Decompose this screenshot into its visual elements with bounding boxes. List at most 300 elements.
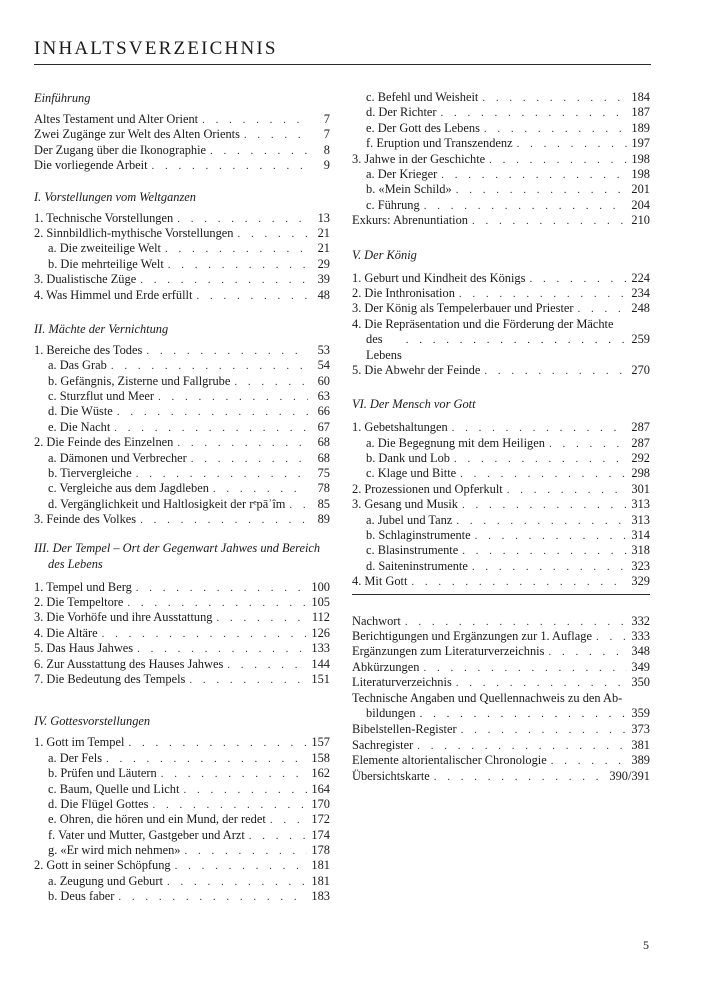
leader-dots [158, 390, 308, 405]
leader-dots [405, 615, 628, 630]
entry-page: 158 [311, 750, 330, 765]
leader-dots [484, 122, 628, 137]
entry-page: 85 [317, 496, 330, 511]
section-vernichtung [34, 321, 330, 528]
leader-dots [456, 676, 628, 691]
entry-page: 13 [317, 210, 330, 225]
toc-entry[interactable] [34, 735, 330, 750]
toc-entry[interactable] [352, 105, 650, 120]
leader-dots [456, 183, 628, 198]
entry-label: a. Das Grab [48, 358, 107, 373]
toc-entry[interactable] [34, 343, 330, 358]
entry-label: 2. Die Tempeltore [34, 594, 124, 609]
entry-page: 318 [631, 543, 650, 558]
toc-right-column [352, 90, 650, 784]
entry-label: a. Der Fels [48, 750, 103, 765]
entry-page: 21 [317, 225, 330, 240]
toc-entry[interactable] [34, 226, 330, 241]
entry-page: 164 [311, 781, 330, 796]
entry-page: 197 [631, 136, 650, 151]
toc-entry[interactable] [34, 404, 330, 419]
leader-dots [578, 302, 628, 317]
toc-entry[interactable] [34, 782, 330, 797]
leader-dots [417, 739, 627, 754]
leader-dots [289, 498, 308, 513]
leader-dots [459, 287, 628, 302]
entry-page: 112 [311, 610, 330, 625]
entry-page: 301 [631, 481, 650, 496]
entry-page: 105 [311, 594, 330, 609]
leader-dots [184, 844, 307, 859]
toc-entry[interactable] [352, 753, 650, 768]
leader-dots [136, 467, 308, 482]
entry-label: 1. Geburt und Kindheit des Königs [352, 270, 526, 285]
leader-dots [128, 736, 307, 751]
entry-label: d. Die Flügel Gottes [48, 796, 149, 811]
toc-entry[interactable] [34, 272, 330, 287]
toc-entry[interactable] [352, 629, 650, 644]
entry-label: a. Dämonen und Verbrecher [48, 450, 187, 465]
entry-label: d. Der Richter [366, 105, 437, 120]
entry-page: 298 [631, 466, 650, 481]
toc-entry[interactable] [352, 436, 650, 451]
leader-dots [137, 642, 307, 657]
entry-page: 7 [323, 112, 330, 126]
leader-dots [452, 421, 628, 436]
leader-dots [234, 375, 308, 390]
leader-dots [441, 168, 627, 183]
entry-page: 172 [311, 812, 330, 827]
leader-dots [165, 242, 308, 257]
entry-label: 2. Prozessionen und Opferkult [352, 481, 503, 496]
leader-dots [472, 560, 628, 575]
entry-page: 333 [631, 628, 650, 643]
entry-label: Die vorliegende Arbeit [34, 158, 148, 173]
toc-entry[interactable] [34, 466, 330, 481]
toc-entry[interactable] [352, 136, 650, 151]
leader-dots [140, 513, 308, 528]
toc-entry[interactable] [352, 317, 650, 363]
leader-dots [270, 813, 308, 828]
leader-dots [117, 405, 308, 420]
toc-entry[interactable] [352, 182, 650, 197]
toc-entry[interactable] [34, 626, 330, 641]
entry-label: e. Der Gott des Lebens [366, 120, 480, 135]
toc-entry[interactable] [34, 158, 330, 173]
toc-entry[interactable] [352, 363, 650, 378]
toc-entry[interactable] [352, 301, 650, 316]
entry-page: 292 [631, 451, 650, 466]
toc-entry[interactable] [352, 466, 650, 481]
page-number: 5 [643, 938, 649, 952]
section-mensch [352, 396, 650, 589]
entry-page: 313 [631, 497, 650, 512]
entry-page: 178 [311, 843, 330, 858]
entry-label: Der Zugang über die Ikonographie [34, 142, 207, 157]
entry-page: 323 [631, 558, 650, 573]
entry-label: 1. Bereiche des Todes [34, 342, 143, 357]
entry-page: 9 [323, 158, 330, 173]
entry-page: 248 [631, 301, 650, 316]
leader-dots [227, 658, 307, 673]
entry-label: 1. Technische Vorstellungen [34, 210, 174, 225]
leader-dots [549, 437, 627, 452]
toc-entry[interactable] [34, 257, 330, 272]
entry-label: 2. Die Feinde des Einzelnen [34, 435, 174, 450]
entry-page: 224 [631, 270, 650, 285]
section-title [34, 540, 330, 572]
leader-dots [244, 128, 308, 143]
entry-page: 350 [631, 675, 650, 690]
entry-label: 1. Tempel und Berg [34, 579, 132, 594]
toc-entry[interactable] [352, 675, 650, 690]
leader-dots [484, 364, 627, 379]
toc-entry[interactable] [352, 152, 650, 167]
section-title: Einführung [34, 91, 91, 105]
entry-page: 313 [631, 512, 650, 527]
leader-dots [177, 436, 308, 451]
leader-dots [423, 661, 627, 676]
toc-entry[interactable] [34, 610, 330, 625]
toc-entry[interactable] [34, 812, 330, 827]
section-title: IV. Gottesvorstellungen [34, 714, 151, 729]
section-weltganzen [34, 189, 330, 303]
leader-dots [507, 483, 628, 498]
entry-label: 4. Die Altäre [34, 625, 98, 640]
leader-dots [202, 113, 308, 128]
toc-entry[interactable] [34, 241, 330, 256]
section-title: II. Mächte der Vernichtung [34, 321, 169, 336]
leader-dots [189, 673, 307, 688]
toc-entry[interactable] [352, 213, 650, 228]
toc-entry[interactable] [352, 722, 650, 737]
entry-page: 204 [631, 197, 650, 212]
leader-dots [136, 581, 308, 596]
toc-entry[interactable] [34, 580, 330, 595]
entry-label: d. Vergänglichkeit und Haltlosigkeit der rᵉpāʾîm [48, 496, 286, 511]
toc-entry[interactable] [34, 358, 330, 373]
entry-label: Abkürzungen [352, 659, 420, 674]
entry-page: 133 [311, 641, 330, 656]
toc-entry[interactable] [352, 451, 650, 466]
entry-page: 170 [311, 796, 330, 811]
leader-dots [152, 159, 308, 174]
entry-page: 234 [631, 285, 650, 300]
toc-entry[interactable] [352, 559, 650, 574]
leader-dots [238, 227, 308, 242]
toc-entry[interactable] [34, 435, 330, 450]
entry-label: g. «Er wird mich nehmen» [48, 843, 181, 858]
entry-page: 68 [317, 450, 330, 465]
section-anhang [352, 614, 650, 784]
toc-entry[interactable] [34, 751, 330, 766]
entry-label: 3. Die Vorhöfe und ihre Ausstattung [34, 610, 213, 625]
section-title: I. Vorstellungen vom Weltganzen [34, 189, 196, 204]
leader-dots [482, 91, 627, 106]
section-gott [34, 713, 330, 904]
toc-entry[interactable] [34, 828, 330, 843]
toc-entry[interactable] [34, 112, 330, 127]
toc-entry[interactable] [34, 420, 330, 435]
toc-entry[interactable] [352, 614, 650, 629]
entry-page: 66 [317, 404, 330, 419]
toc-entry[interactable] [352, 121, 650, 136]
entry-page: 349 [631, 659, 650, 674]
entry-page: 7 [323, 127, 330, 142]
leader-dots [153, 798, 308, 813]
entry-label: c. Klage und Bitte [366, 466, 457, 481]
leader-dots [140, 273, 308, 288]
entry-page: 210 [631, 213, 650, 228]
entry-page: 29 [317, 256, 330, 271]
entry-label: Literaturverzeichnis [352, 675, 452, 690]
entry-page: 162 [311, 766, 330, 781]
heading-rule [34, 64, 651, 65]
entry-page: 75 [317, 466, 330, 481]
entry-page: 144 [311, 656, 330, 671]
toc-entry[interactable] [34, 657, 330, 672]
entry-page: 151 [311, 671, 330, 686]
entry-page: 126 [311, 625, 330, 640]
entry-page: 187 [631, 105, 650, 120]
leader-dots [454, 452, 627, 467]
entry-label: f. Vater und Mutter, Gastgeber und Arzt [48, 827, 245, 842]
toc-entry[interactable] [34, 843, 330, 858]
leader-dots [114, 421, 308, 436]
toc-entry[interactable] [352, 574, 650, 589]
leader-dots [167, 875, 307, 890]
entry-page: 390/391 [609, 768, 650, 783]
entry-label: Übersichtskarte [352, 768, 430, 783]
entry-label: Altes Testament und Alter Orient [34, 112, 199, 126]
entry-label: 3. Jahwe in der Geschichte [352, 151, 486, 166]
leader-dots [168, 258, 308, 273]
leader-dots [548, 645, 627, 660]
leader-dots [411, 575, 627, 590]
toc-entry[interactable] [352, 286, 650, 301]
entry-page: 270 [631, 362, 650, 377]
section-einfuehrung [34, 90, 330, 174]
toc-entry[interactable] [34, 641, 330, 656]
entry-page: 181 [311, 873, 330, 888]
entry-label: 1. Gebetshaltungen [352, 420, 448, 435]
entry-label: Elemente altorientalischer Chronologie [352, 753, 547, 768]
leader-dots [424, 199, 628, 214]
entry-label: c. Baum, Quelle und Licht [48, 781, 180, 796]
toc-entry[interactable] [34, 512, 330, 527]
toc-entry[interactable] [352, 497, 650, 512]
leader-dots [434, 770, 606, 785]
entry-page: 67 [317, 419, 330, 434]
toc-entry[interactable] [352, 644, 650, 659]
section-title: VI. Der Mensch vor Gott [352, 397, 476, 412]
leader-dots [460, 467, 627, 482]
entry-label: b. «Mein Schild» [366, 182, 452, 197]
toc-entry[interactable] [352, 769, 650, 784]
entry-label: b. Die mehrteilige Welt [48, 256, 164, 271]
toc-entry[interactable] [34, 127, 330, 142]
entry-label: c. Blasinstrumente [366, 543, 459, 558]
toc-entry[interactable] [34, 211, 330, 226]
toc-entry[interactable] [352, 738, 650, 753]
toc-left-column [34, 80, 330, 905]
section-koenig [352, 247, 650, 379]
leader-dots [596, 630, 627, 645]
entry-page: 287 [631, 420, 650, 435]
toc-entry[interactable] [34, 672, 330, 687]
entry-page: 53 [317, 342, 330, 357]
toc-entry[interactable] [34, 497, 330, 512]
leader-dots [249, 829, 308, 844]
entry-page: 183 [311, 889, 330, 904]
leader-dots [118, 890, 307, 905]
entry-label: b. Gefängnis, Zisterne und Fallgrube [48, 373, 231, 388]
entry-label-cont: des Lebens [366, 332, 402, 362]
entry-label: c. Sturzflut und Meer [48, 389, 154, 404]
entry-label: c. Befehl und Weisheit [366, 90, 479, 104]
entry-page: 259 [631, 332, 650, 347]
toc-entry[interactable] [34, 858, 330, 873]
leader-dots [183, 783, 307, 798]
entry-label: 3. Feinde des Volkes [34, 512, 137, 527]
entry-label: Berichtigungen und Ergänzungen zur 1. Auflage [352, 628, 592, 643]
entry-page: 21 [317, 241, 330, 256]
toc-entry[interactable] [34, 389, 330, 404]
entry-page: 287 [631, 435, 650, 450]
leader-dots [175, 859, 308, 874]
entry-page: 100 [311, 579, 330, 594]
leader-dots [456, 514, 627, 529]
entry-page: 8 [323, 142, 330, 157]
toc-entry[interactable] [34, 766, 330, 781]
entry-page: 54 [317, 358, 330, 373]
leader-dots [111, 359, 308, 374]
entry-label: 2. Sinnbildlich-mythische Vorstellungen [34, 225, 234, 240]
leader-dots [161, 767, 308, 782]
entry-label: 7. Die Bedeutung des Tempels [34, 671, 186, 686]
toc-entry[interactable] [352, 513, 650, 528]
toc-entry[interactable] [34, 451, 330, 466]
entry-label: a. Der Krieger [366, 166, 438, 181]
entry-label: e. Die Nacht [48, 419, 111, 434]
leader-dots [102, 627, 308, 642]
entry-label: b. Deus faber [48, 889, 115, 904]
toc-entry[interactable] [352, 528, 650, 543]
entry-label: 3. Der König als Tempelerbauer und Priester [352, 301, 574, 316]
entry-label: Nachwort [352, 613, 401, 628]
leader-dots [191, 452, 308, 467]
leader-dots [472, 214, 627, 229]
entry-label: 2. Gott in seiner Schöpfung [34, 858, 171, 873]
toc-entry[interactable] [34, 797, 330, 812]
leader-dots [441, 106, 628, 121]
entry-page: 184 [631, 90, 650, 104]
toc-entry[interactable] [352, 420, 650, 435]
toc-entry[interactable] [352, 482, 650, 497]
leader-dots [146, 344, 308, 359]
entry-label: e. Ohren, die hören und ein Mund, der redet [48, 812, 266, 827]
entry-label: d. Die Wüste [48, 404, 113, 419]
leader-dots [217, 611, 308, 626]
toc-entry[interactable] [352, 691, 650, 723]
entry-label: 4. Was Himmel und Erde erfüllt [34, 287, 193, 302]
entry-page: 89 [317, 512, 330, 527]
entry-page: 314 [631, 528, 650, 543]
entry-label: c. Führung [366, 197, 420, 212]
entry-label: 3. Dualistische Züge [34, 272, 137, 287]
toc-entry[interactable] [34, 595, 330, 610]
toc-entry[interactable] [34, 143, 330, 158]
leader-dots [196, 289, 308, 304]
entry-page: 198 [631, 151, 650, 166]
entry-page: 332 [631, 613, 650, 628]
leader-dots [406, 333, 628, 348]
entry-page: 68 [317, 435, 330, 450]
toc-entry[interactable] [352, 198, 650, 213]
toc-entry[interactable] [352, 660, 650, 675]
entry-label: 6. Zur Ausstattung des Hauses Jahwes [34, 656, 224, 671]
entry-page: 348 [631, 644, 650, 659]
entry-page: 381 [631, 737, 650, 752]
toc-entry[interactable] [352, 543, 650, 558]
leader-dots [127, 596, 307, 611]
entry-label: 3. Gesang und Musik [352, 497, 459, 512]
entry-label: 5. Die Abwehr der Feinde [352, 362, 481, 377]
section-title-line: des Lebens [48, 556, 103, 571]
entry-label: a. Die Begegnung mit dem Heiligen [366, 435, 545, 450]
toc-entry[interactable] [34, 874, 330, 889]
entry-page: 48 [317, 287, 330, 302]
section-title: V. Der König [352, 247, 417, 262]
leader-dots [461, 723, 628, 738]
entry-label-cont: bildungen [366, 705, 416, 720]
section-title-line: III. Der Tempel – Ort der Gegenwart Jahwes und Bereich [34, 540, 321, 555]
toc-entry[interactable] [352, 271, 650, 286]
entry-label: 2. Die Inthronisation [352, 285, 455, 300]
entry-label: d. Saiteninstrumente [366, 558, 468, 573]
entry-label: Ergänzungen zum Literaturverzeichnis [352, 644, 545, 659]
entry-label: 4. Die Repräsentation und die Förderung der Mächte [352, 316, 614, 331]
entry-label: c. Vergleiche aus dem Jagdleben [48, 481, 209, 496]
entry-page: 201 [631, 182, 650, 197]
toc-entry[interactable] [34, 374, 330, 389]
entry-page: 78 [317, 481, 330, 496]
toc-entry[interactable] [34, 481, 330, 496]
toc-entry[interactable] [34, 889, 330, 904]
entry-page: 39 [317, 272, 330, 287]
entry-page: 359 [631, 705, 650, 720]
leader-dots [462, 544, 627, 559]
entry-page: 157 [311, 735, 330, 750]
entry-page: 181 [311, 858, 330, 873]
leader-dots [551, 754, 628, 769]
leader-dots [420, 707, 628, 722]
toc-entry[interactable] [34, 288, 330, 303]
toc-entry[interactable] [352, 167, 650, 182]
entry-label: 4. Mit Gott [352, 574, 408, 589]
entry-label: a. Die zweiteilige Welt [48, 241, 161, 256]
entry-page: 389 [631, 753, 650, 768]
entry-label: Bibelstellen-Register [352, 722, 457, 737]
toc-entry[interactable] [352, 90, 650, 105]
leader-dots [210, 144, 308, 159]
leader-dots [489, 153, 627, 168]
leader-dots [213, 482, 308, 497]
entry-page: 63 [317, 389, 330, 404]
entry-label: Sachregister [352, 737, 414, 752]
entry-page: 329 [631, 574, 650, 589]
entry-label: Technische Angaben und Quellennachweis zu den Ab- [352, 690, 623, 705]
